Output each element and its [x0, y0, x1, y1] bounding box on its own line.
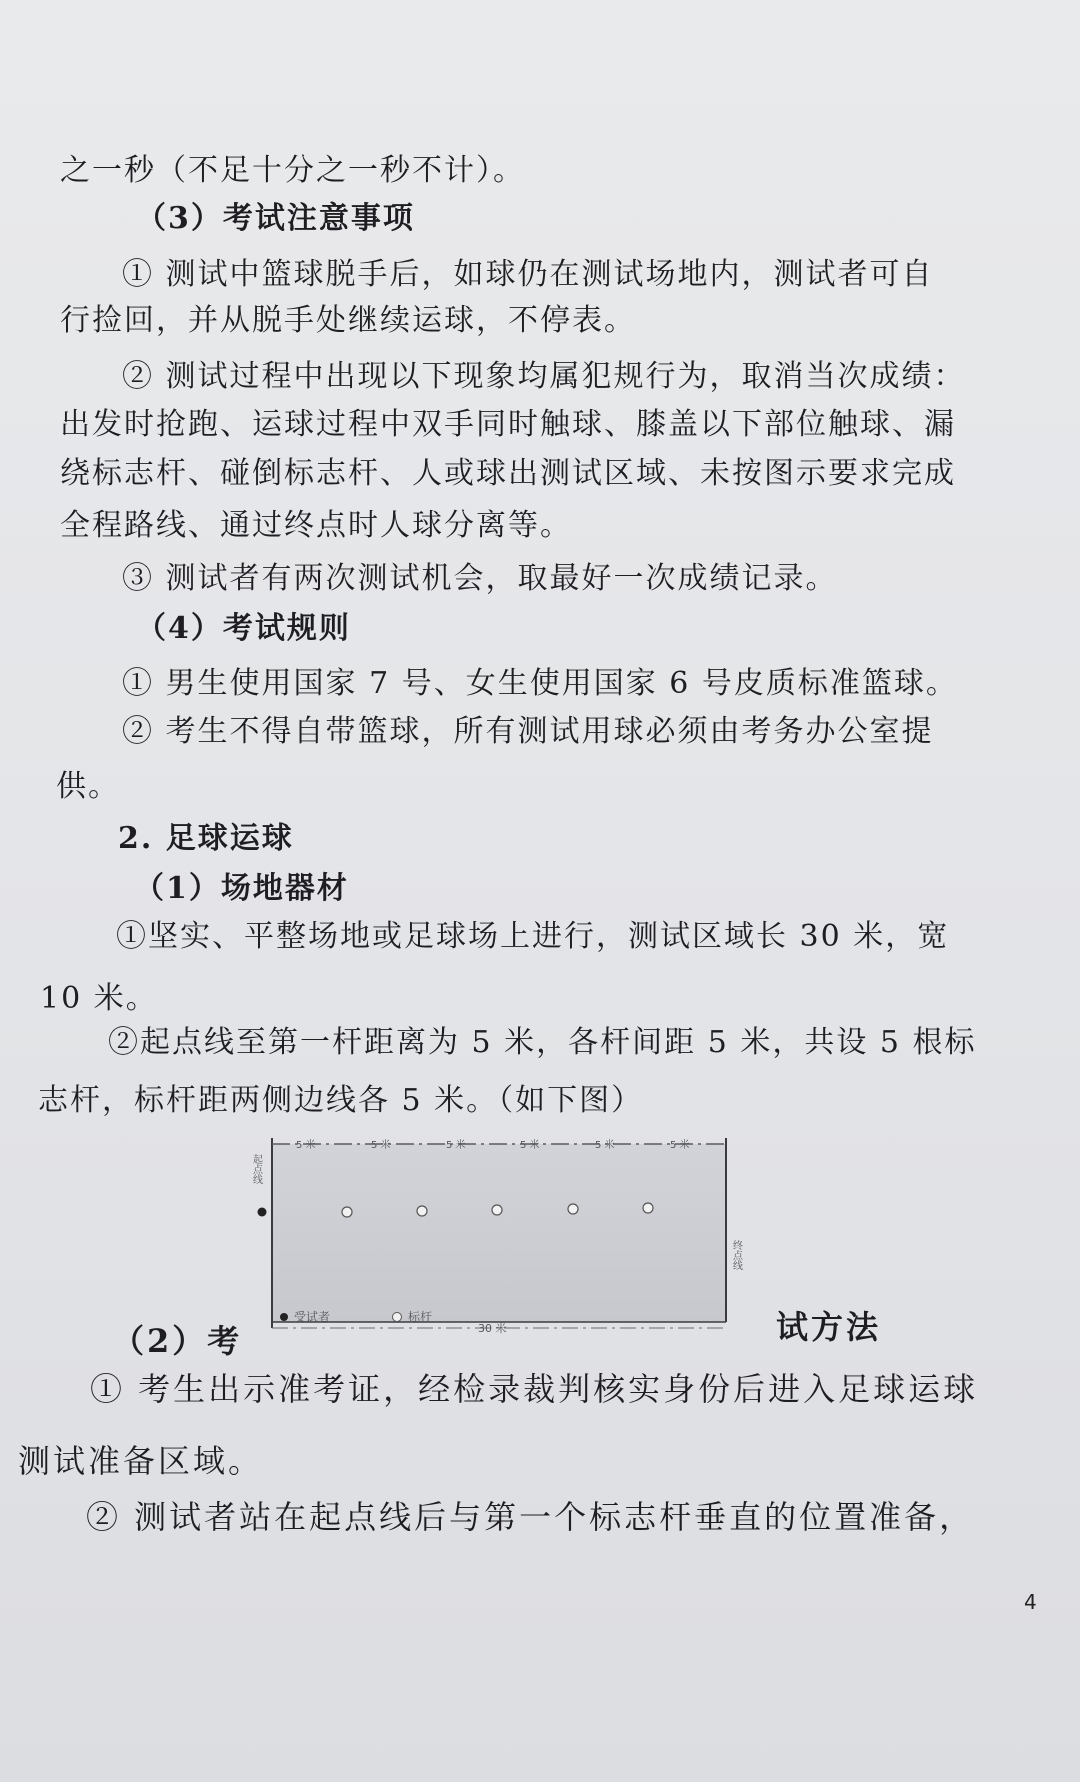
tester-marker — [258, 1208, 267, 1217]
segment-label: 5 米 — [595, 1140, 615, 1151]
segment-label: 5 米 — [520, 1140, 540, 1151]
marker-pole — [568, 1204, 578, 1214]
segment-label: 5 米 — [371, 1140, 391, 1151]
figure-legend — [280, 1306, 480, 1328]
section-heading: （3）考试注意事项 — [136, 201, 415, 236]
page-number: 4 — [1024, 1590, 1037, 1614]
text-line: ① 测试中篮球脱手后，如球仍在测试场地内，测试者可自 — [122, 257, 934, 292]
text-line: ② 测试过程中出现以下现象均属犯规行为，取消当次成绩： — [122, 359, 966, 394]
marker-pole — [492, 1205, 502, 1215]
segment-label: 5 米 — [670, 1140, 690, 1151]
test-area — [272, 1144, 726, 1322]
text-line: 供。 — [56, 769, 120, 804]
text-line: 志杆，标杆距两侧边线各 5 米。（如下图） — [38, 1083, 644, 1118]
start-line-label: 起点线 — [250, 1154, 262, 1184]
text-line: ② 考生不得自带篮球，所有测试用球必须由考务办公室提 — [122, 714, 934, 749]
pole-legend-label: 标杆 — [408, 1310, 433, 1324]
text-line: ③ 测试者有两次测试机会，取最好一次成绩记录。 — [122, 561, 838, 596]
text-line: ② 测试者站在起点线后与第一个标志杆垂直的位置准备， — [86, 1498, 975, 1536]
text-line: 出发时抢跑、运球过程中双手同时触球、膝盖以下部位触球、漏 — [60, 407, 956, 442]
text-line: ① 考生出示准考证，经检录裁判核实身份后进入足球运球 — [90, 1370, 979, 1408]
text-line: ②起点线至第一杆距离为 5 米，各杆间距 5 米，共设 5 根标 — [108, 1025, 977, 1060]
text-line: 绕标志杆、碰倒标志杆、人或球出测试区域、未按图示要求完成 — [60, 456, 956, 491]
section-heading: （4）考试规则 — [136, 611, 351, 646]
section-heading: （1）场地器材 — [134, 871, 349, 906]
marker-pole — [643, 1203, 653, 1213]
segment-label: 5 米 — [296, 1140, 316, 1151]
text-line: ①坚实、平整场地或足球场上进行，测试区域长 30 米，宽 — [116, 919, 950, 954]
marker-pole — [342, 1207, 352, 1217]
text-line: 全程路线、通过终点时人球分离等。 — [60, 508, 572, 543]
total-length-label: 30 米 — [478, 1322, 507, 1335]
section-heading: 2. 足球运球 — [118, 821, 294, 856]
tester-legend-icon — [280, 1313, 288, 1321]
text-line: 10 米。 — [40, 981, 158, 1016]
segment-label: 5 米 — [446, 1140, 466, 1151]
text-line: 行捡回，并从脱手处继续运球，不停表。 — [60, 303, 636, 338]
section-heading-part1: （2）考 — [112, 1322, 243, 1360]
pole-legend-icon — [392, 1312, 402, 1322]
text-line: 之一秒（不足十分之一秒不计）。 — [60, 153, 525, 188]
text-line: 测试准备区域。 — [18, 1442, 264, 1480]
end-line-label: 终点线 — [730, 1240, 742, 1270]
tester-legend-label: 受试者 — [294, 1310, 331, 1324]
marker-pole — [417, 1206, 427, 1216]
section-heading-part2: 试方法 — [776, 1308, 882, 1346]
text-line: ① 男生使用国家 7 号、女生使用国家 6 号皮质标准篮球。 — [122, 666, 958, 701]
